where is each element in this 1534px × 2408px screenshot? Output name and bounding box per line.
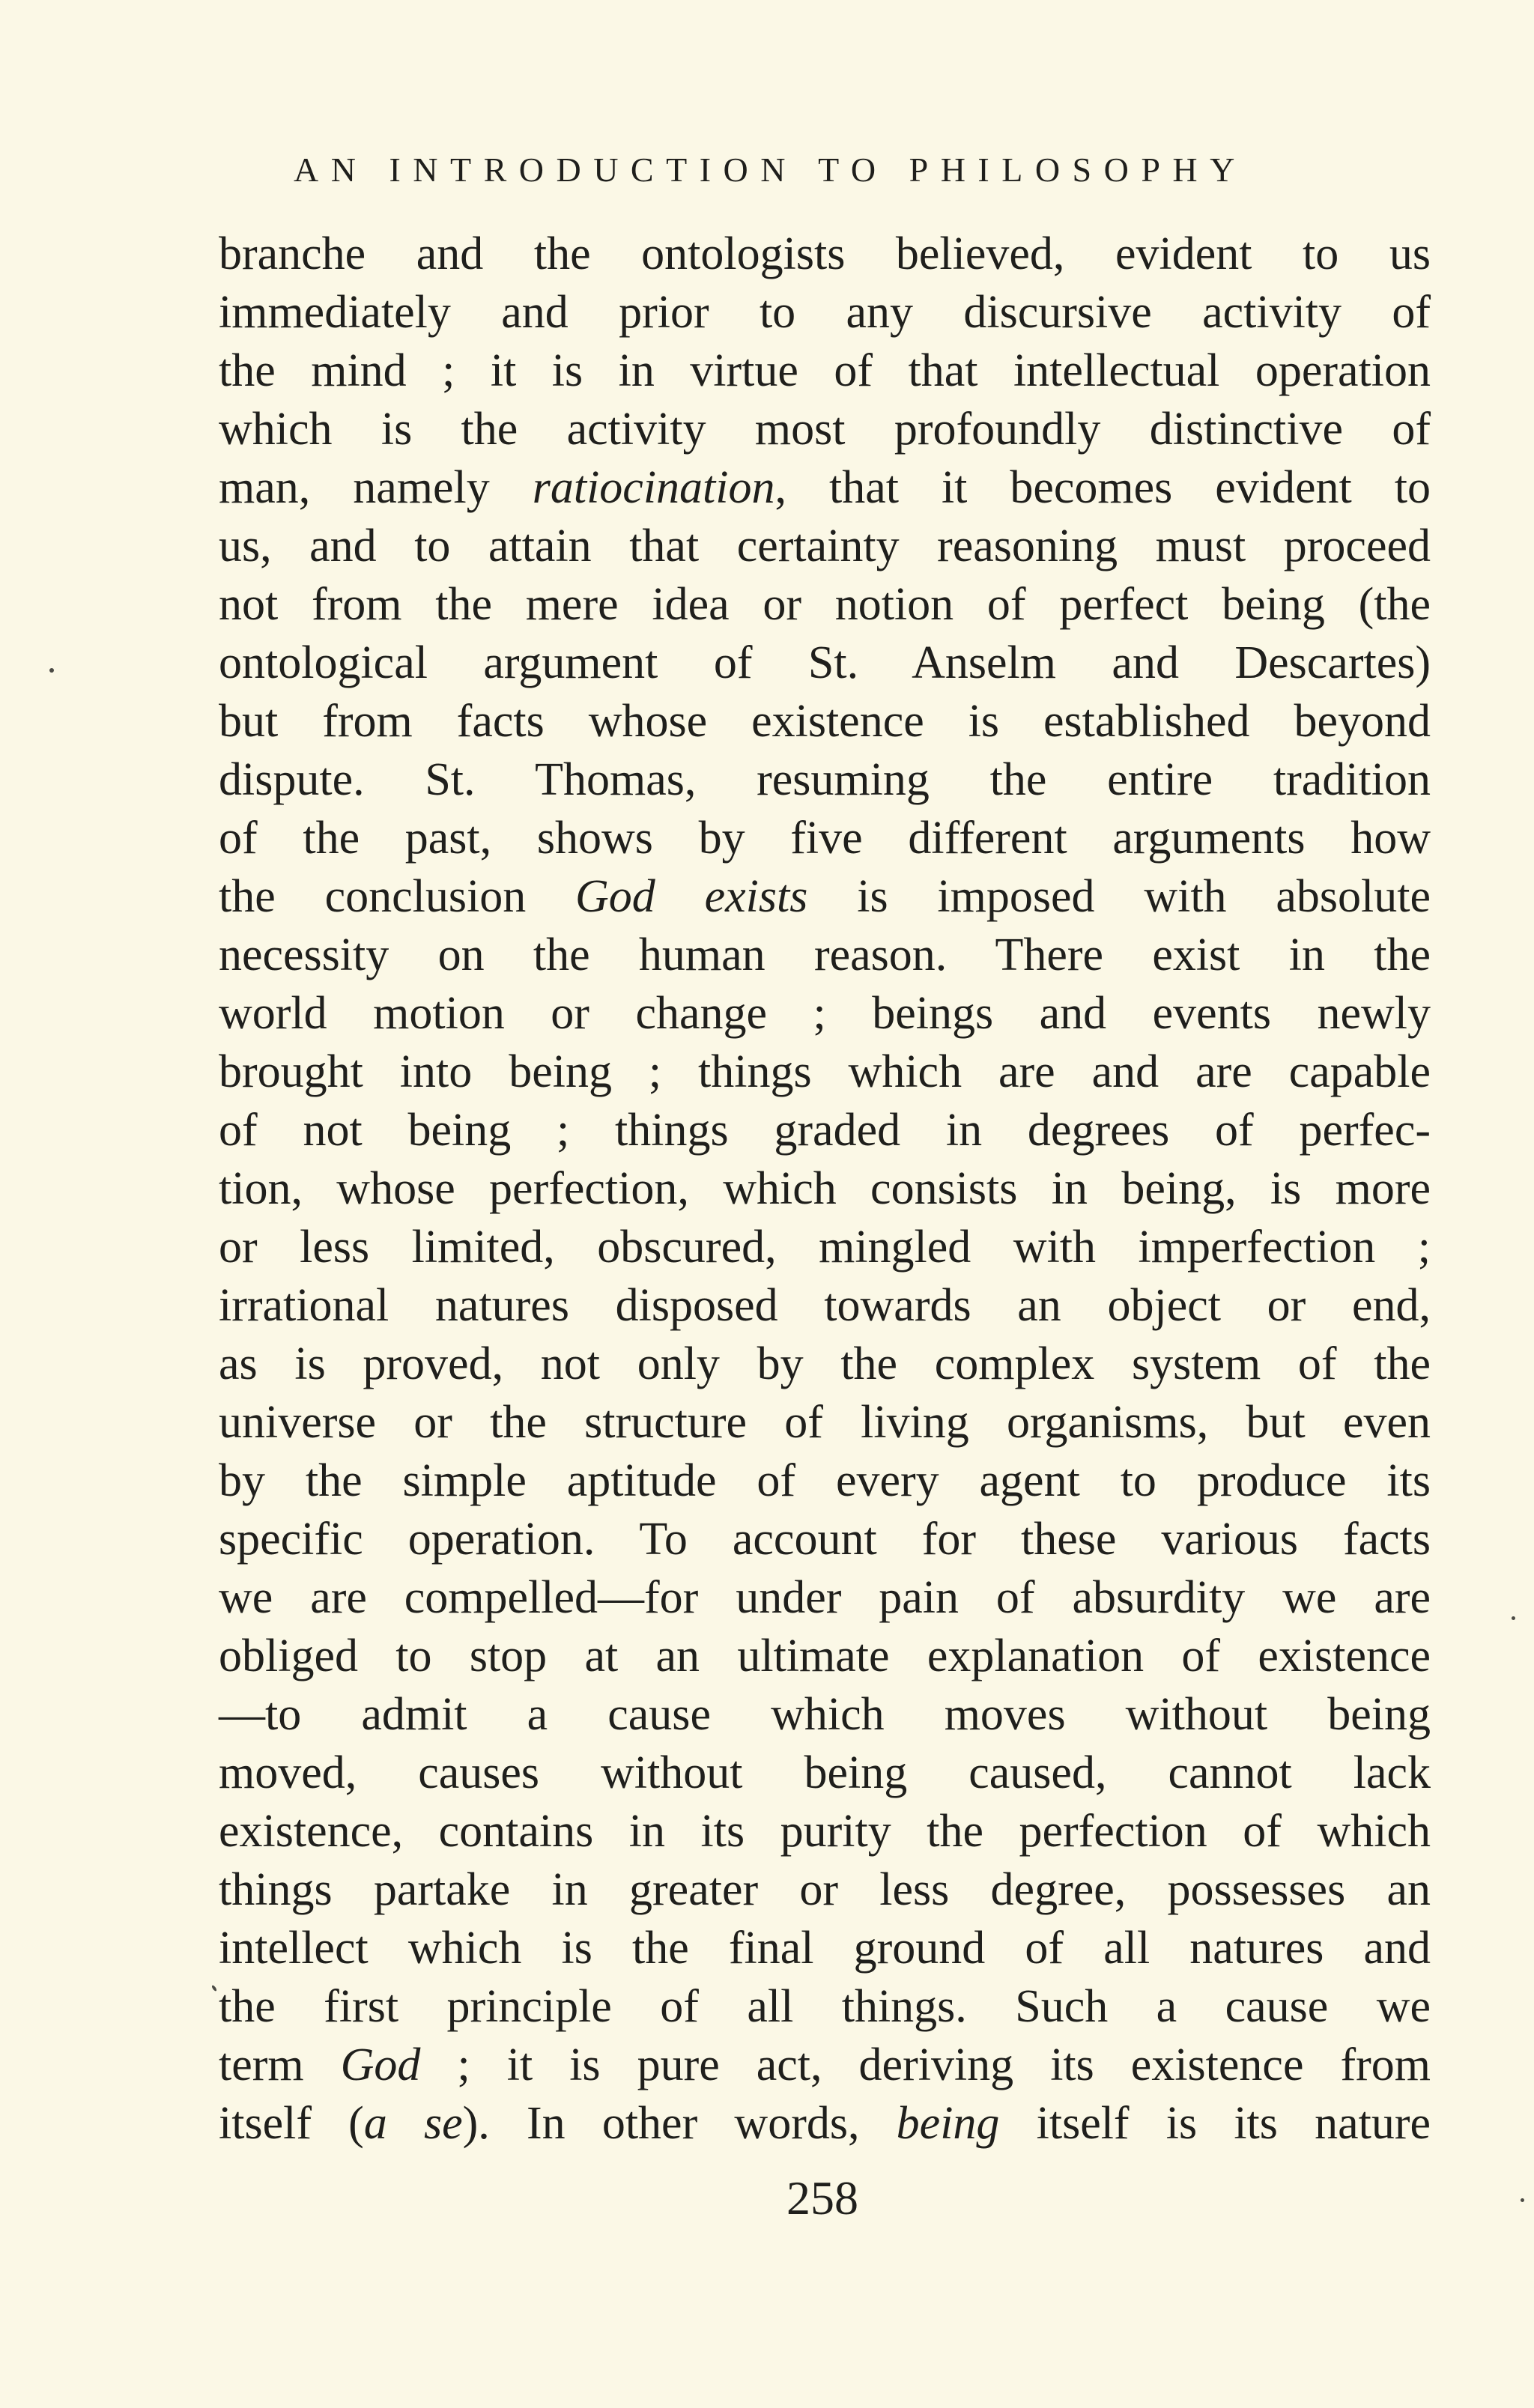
- text-line: [219, 1218, 1431, 1276]
- text-line: [219, 1159, 1431, 1218]
- text-segment: necessity on the human reason. There exist in the: [219, 929, 1431, 980]
- text-segment: —to admit a cause which moves without being: [219, 1689, 1431, 1740]
- page-number: 258: [786, 2171, 858, 2224]
- text-line: [219, 1977, 1431, 2036]
- text-segment: man, namely: [219, 462, 533, 513]
- margin-speck: [1521, 2198, 1524, 2202]
- text-segment: term: [219, 2039, 341, 2090]
- text-segment: dispute. St. Thomas, resuming the entire tradition: [219, 754, 1431, 805]
- text-line: [219, 926, 1431, 984]
- text-line: [219, 750, 1431, 809]
- text-line: [219, 809, 1431, 867]
- text-segment: we are compelled—for under pain of absurdity we are: [219, 1572, 1431, 1623]
- text-line: [219, 1276, 1431, 1335]
- text-line: [219, 1043, 1431, 1101]
- text-segment: tion, whose perfection, which consists in being, is more: [219, 1163, 1431, 1214]
- running-head: AN INTRODUCTION TO PHILOSOPHY: [294, 151, 1247, 189]
- text-segment: universe or the structure of living organisms, but even: [219, 1397, 1431, 1448]
- text-segment: of the past, shows by five different arguments how: [219, 813, 1431, 864]
- text-segment: obliged to stop at an ultimate explanation of existence: [219, 1631, 1431, 1681]
- text-segment: which is the activity most profoundly distinctive of: [219, 404, 1431, 455]
- italic-text: a se: [363, 2098, 463, 2149]
- text-line: [219, 1627, 1431, 1685]
- text-line: [219, 1335, 1431, 1393]
- text-segment: , that it becomes evident to: [774, 462, 1431, 513]
- margin-speck: [211, 1985, 217, 1992]
- text-line: [219, 225, 1431, 283]
- text-line: [219, 984, 1431, 1043]
- text-line: [219, 1919, 1431, 1977]
- text-line: [219, 1685, 1431, 1744]
- text-segment: or less limited, obscured, mingled with imperfection ;: [219, 1222, 1431, 1273]
- text-line: [219, 1568, 1431, 1627]
- text-segment: existence, contains in its purity the perfection of which: [219, 1806, 1431, 1857]
- text-segment: is imposed with absolute: [807, 871, 1431, 922]
- text-line: [219, 517, 1431, 575]
- text-segment: of not being ; things graded in degrees of perfec-: [219, 1105, 1431, 1156]
- text-segment: by the simple aptitude of every agent to produce its: [219, 1455, 1431, 1506]
- margin-speck: [1512, 1616, 1515, 1620]
- text-segment: branche and the ontologists believed, evident to us: [219, 228, 1431, 279]
- margin-speck: [49, 668, 54, 673]
- text-line: [219, 1860, 1431, 1919]
- text-segment: things partake in greater or less degree, possesses an: [219, 1864, 1431, 1915]
- text-segment: the conclusion: [219, 871, 576, 922]
- text-segment: ). In other words,: [462, 2098, 897, 2149]
- text-segment: itself is its nature: [999, 2098, 1431, 2149]
- text-line: [219, 575, 1431, 634]
- text-segment: irrational natures disposed towards an object or end,: [219, 1280, 1431, 1331]
- text-line: [219, 1452, 1431, 1510]
- italic-text: ratiocination: [532, 462, 775, 513]
- text-segment: intellect which is the final ground of all natures and: [219, 1923, 1431, 1974]
- text-segment: us, and to attain that certainty reasoning must proceed: [219, 521, 1431, 571]
- text-segment: brought into being ; things which are and are capable: [219, 1046, 1431, 1097]
- text-line: [219, 692, 1431, 750]
- text-line: [219, 2094, 1431, 2153]
- text-line: [219, 1510, 1431, 1568]
- text-line: [219, 283, 1431, 342]
- text-line: [219, 1393, 1431, 1452]
- text-segment: world motion or change ; beings and events newly: [219, 988, 1431, 1039]
- text-segment: immediately and prior to any discursive activity of: [219, 287, 1431, 338]
- text-line: [219, 1101, 1431, 1159]
- text-segment: not from the mere idea or notion of perfect being (the: [219, 579, 1431, 630]
- body-text: [219, 225, 1431, 2153]
- text-line: [219, 634, 1431, 692]
- text-line: [219, 458, 1431, 517]
- text-segment: ontological argument of St. Anselm and Descartes): [219, 637, 1431, 688]
- text-segment: specific operation. To account for these various facts: [219, 1514, 1431, 1565]
- text-line: [219, 867, 1431, 926]
- text-line: [219, 400, 1431, 458]
- text-segment: the first principle of all things. Such a cause we: [219, 1981, 1431, 2032]
- text-segment: the mind ; it is in virtue of that intellectual operation: [219, 345, 1431, 396]
- text-line: [219, 342, 1431, 400]
- italic-text: God: [340, 2039, 421, 2090]
- text-line: [219, 1802, 1431, 1860]
- text-segment: moved, causes without being caused, cannot lack: [219, 1747, 1431, 1798]
- text-segment: itself (: [219, 2098, 364, 2149]
- text-segment: but from facts whose existence is established beyond: [219, 696, 1431, 747]
- italic-text: being: [896, 2098, 1000, 2149]
- text-line: [219, 1744, 1431, 1802]
- text-line: [219, 2036, 1431, 2094]
- text-segment: as is proved, not only by the complex system of the: [219, 1338, 1431, 1389]
- italic-text: God exists: [575, 871, 808, 922]
- text-segment: ; it is pure act, deriving its existence from: [420, 2039, 1431, 2090]
